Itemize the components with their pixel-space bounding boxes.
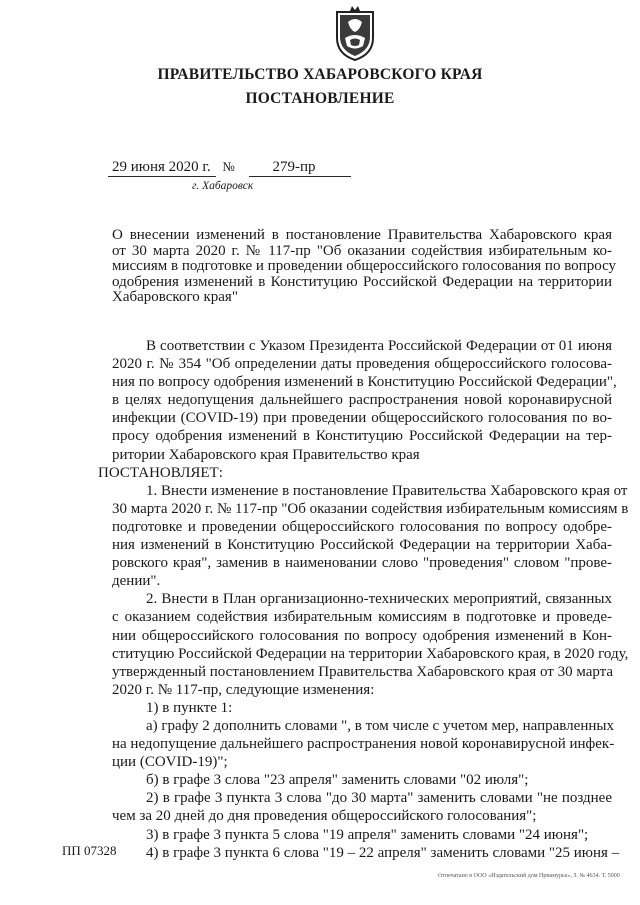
body-line: ции (COVID-19)"; <box>112 754 228 771</box>
body-line: 2020 г. № 354 "Об определении даты проведения общероссийского голосова- <box>112 356 612 373</box>
subject-line: одобрения изменений в Конституцию Российской Федерации на территории <box>112 273 612 290</box>
body-line: 4) в графе 3 пункта 6 слова "19 – 22 апреля" заменить словами "25 июня – <box>146 844 620 861</box>
body-line: подготовке и проведении общероссийского голосования по вопросу одобре- <box>112 518 612 535</box>
body-line: на недопущение дальнейшего распространения новой коронавирусной инфек- <box>112 736 615 753</box>
print-note: Отпечатано в ООО «Издательский дом Приамурье», З. № 4634. Т. 5000 <box>438 873 620 879</box>
subject-line: миссиям в подготовке и проведении общероссийского голосования по вопросу <box>112 258 617 275</box>
body-line: В соответствии с Указом Президента Российской Федерации от 01 июня <box>146 338 612 354</box>
subject-line: О внесении изменений в постановление Правительства Хабаровского края <box>112 227 612 243</box>
date-underline <box>108 176 216 177</box>
document-city: г. Хабаровск <box>192 180 254 192</box>
body-line: в целях недопущения дальнейшего распространения новой коронавирусной <box>112 392 612 409</box>
date-number-line <box>112 159 316 176</box>
document-type-title: ПОСТАНОВЛЕНИЕ <box>245 90 395 107</box>
body-line: ния изменений в Конституцию Российской Федерации на территории Хаба- <box>112 537 612 554</box>
document-number: 279-пр <box>272 159 316 175</box>
body-line: инфекции (COVID-19) при проведении общероссийского голосования по во- <box>112 410 612 427</box>
subject-line: от 30 марта 2020 г. № 117-пр "Об оказании содействия избирательным ко- <box>112 242 612 259</box>
government-title: ПРАВИТЕЛЬСТВО ХАБАРОВСКОГО КРАЯ <box>157 66 483 83</box>
body-line: чем за 20 дней до дня проведения общероссийского голосования"; <box>112 808 537 825</box>
subject-line: Хабаровского края" <box>112 289 238 306</box>
body-line: просу одобрения изменений в Конституцию Российской Федерации на тер- <box>112 428 612 445</box>
body-line: 1. Внести изменение в постановление Правительства Хабаровского края от <box>146 482 628 499</box>
body-line: ритории Хабаровского края Правительство края <box>112 446 420 463</box>
body-line: 3) в графе 3 пункта 5 слова "19 апреля" заменить словами "24 июня"; <box>146 826 589 843</box>
body-line: б) в графе 3 слова "23 апреля" заменить словами "02 июля"; <box>146 772 529 789</box>
document-date: 29 июня 2020 г. <box>112 159 211 175</box>
document-code: ПП 07328 <box>62 843 117 858</box>
body-line: ровского края", заменив в наименовании слово "проведения" словом "прове- <box>112 555 612 572</box>
number-sign: № <box>222 159 235 174</box>
body-line: ния по вопросу одобрения изменений в Конституцию Российской Федерации", <box>112 374 617 391</box>
body-line: 2. Внести в План организационно-технических мероприятий, связанных <box>146 591 612 608</box>
body-line: с оказанием содействия избирательным комиссиям в подготовке и проведе- <box>112 609 612 626</box>
body-line: 2) в графе 3 пункта 3 слова "до 30 марта" заменить словами "не позднее <box>146 790 612 807</box>
document-body <box>98 337 629 862</box>
body-line: дении". <box>112 573 161 590</box>
body-line: ституцию Российской Федерации на территории Хабаровского края, в 2020 году, <box>112 645 629 662</box>
body-line: 2020 г. № 117-пр, следующие изменения: <box>112 681 375 698</box>
document-subject <box>112 227 617 306</box>
body-line: а) графу 2 дополнить словами ", в том числе с учетом мер, направленных <box>146 717 614 734</box>
body-line: 1) в пункте 1: <box>146 699 233 716</box>
body-line: 30 марта 2020 г. № 117-пр "Об оказании содействия избирательным комиссиям в <box>112 500 629 517</box>
coat-of-arms-icon <box>330 4 380 62</box>
resolution-word: ПОСТАНОВЛЯЕТ: <box>98 464 223 481</box>
body-line: нии общероссийского голосования по вопросу одобрения изменений в Кон- <box>112 627 612 644</box>
number-underline <box>249 176 351 177</box>
body-line: утвержденный постановлением Правительства Хабаровского края от 30 марта <box>112 663 614 680</box>
